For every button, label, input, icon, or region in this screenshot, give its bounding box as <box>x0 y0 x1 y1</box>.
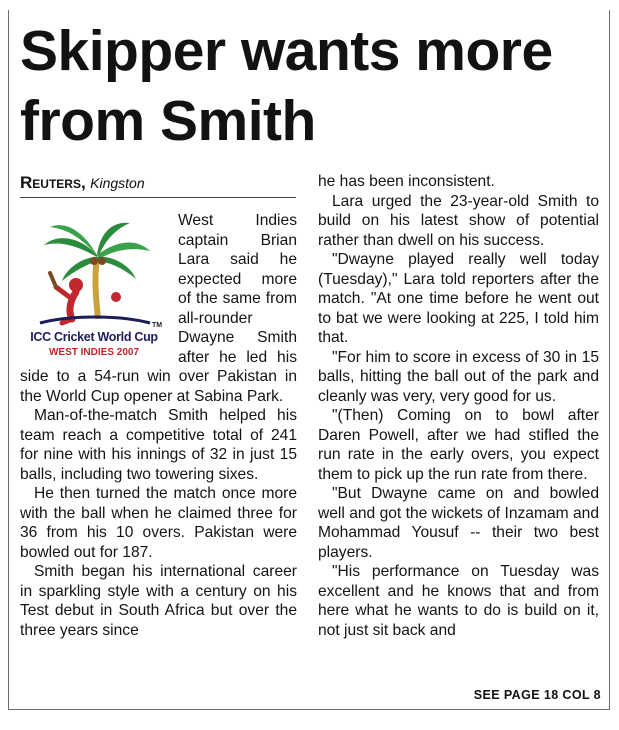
byline-agency: Reuters, <box>20 173 86 192</box>
paragraph: "Dwayne played really well today (Tuesday)," Lara told reporters after the match. "At one time before he went out to bat we were looking at 225, I told him that. <box>318 251 599 346</box>
left-border-rule <box>8 10 9 710</box>
continuation-note: SEE PAGE 18 COL 8 <box>473 688 601 702</box>
logo-title: ICC Cricket World Cup <box>30 330 158 344</box>
article-column-2 <box>318 172 599 640</box>
logo-subtitle: WEST INDIES 2007 <box>48 347 140 358</box>
headline: Skipper wants more from Smith <box>20 19 553 153</box>
paragraph: "(Then) Coming on to bowl after Daren Powell, after we had stifled the run rate in the early overs, you expect them to pick up the run rate from there. <box>318 407 599 483</box>
paragraph: Man-of-the-match Smith helped his team reach a competitive total of 241 for nine with his innings of 32 in just 15 balls, including two towering sixes. <box>20 407 297 483</box>
world-cup-logo <box>20 215 168 365</box>
byline-divider <box>20 197 296 198</box>
logo-trademark: TM <box>152 322 163 329</box>
paragraph: "But Dwayne came on and bowled well and got the wickets of Inzamam and Mohammad Yousuf -- their two best players. <box>318 485 599 561</box>
paragraph: Smith began his international career in sparkling style with a century on his Test debut in South Africa but over the three years since <box>20 563 297 639</box>
paragraph: "For him to score in excess of 30 in 15 balls, hitting the ball out of the park and cleanly was very, very good for us. <box>318 348 599 405</box>
byline <box>20 174 145 193</box>
paragraph: he has been inconsistent. <box>318 173 495 190</box>
paragraph: West Indies captain Brian Lara said he expected more of the same from all-rounder Dwayne Smith after he led his side to a 54-run win over Pakistan in the World Cup opener at Sabina Park. <box>20 212 297 405</box>
bottom-border-rule <box>8 709 610 710</box>
right-border-rule <box>609 10 610 710</box>
paragraph: "His performance on Tuesday was excellent and he knows that and from here what he wants to do is build on it, not just sit back and <box>318 563 599 639</box>
paragraph: He then turned the match once more with the ball when he claimed three for 36 from his 10 overs. Pakistan were bowled out for 187. <box>20 485 297 561</box>
paragraph: Lara urged the 23-year-old Smith to build on his latest show of potential rather than dwell on his success. <box>318 192 599 249</box>
byline-place: Kingston <box>90 175 145 191</box>
article-column-1 <box>20 211 297 640</box>
